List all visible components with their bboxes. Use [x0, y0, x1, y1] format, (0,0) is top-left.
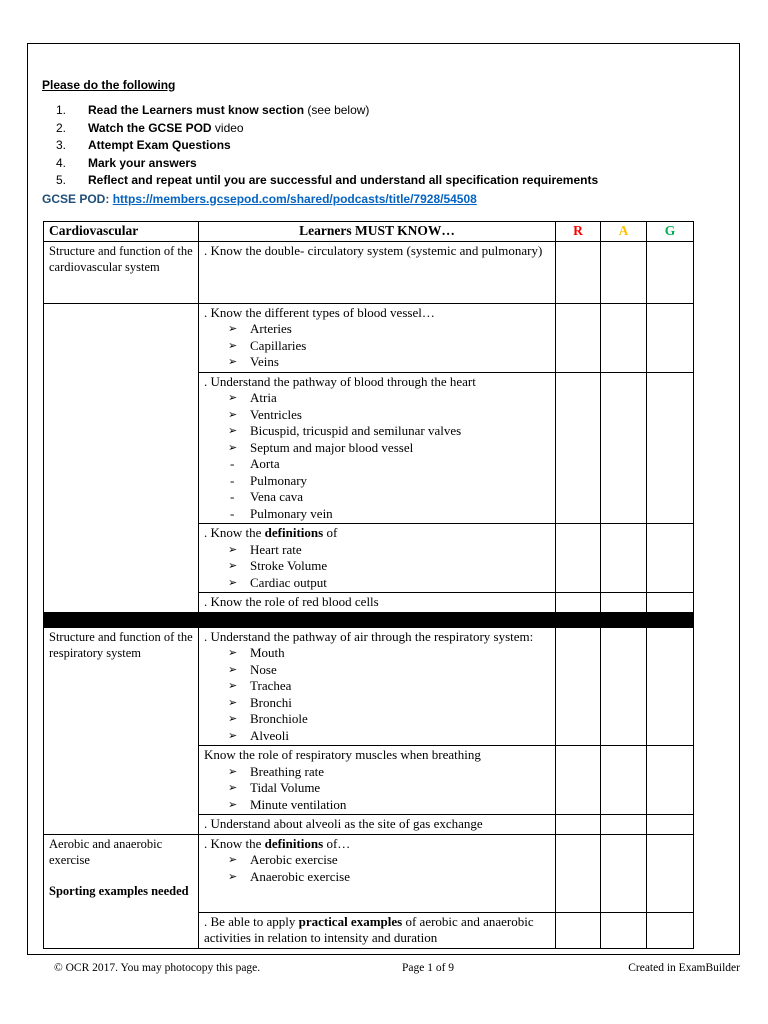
header-rag-g: G — [647, 222, 694, 242]
list-item: ➢ Alveoli — [228, 728, 550, 745]
topic-note: Sporting examples needed — [49, 883, 189, 898]
rag-cell-g[interactable] — [647, 372, 694, 524]
learners-cell: . Know the different types of blood vessel… ➢ Arteries ➢ Capillaries ➢ Veins — [199, 303, 556, 372]
list-item: ➢ Bronchiole — [228, 711, 550, 728]
rag-cell-r[interactable] — [556, 524, 601, 593]
header-rag-a: A — [601, 222, 647, 242]
rag-cell-a[interactable] — [601, 372, 647, 524]
list-item: - Pulmonary vein — [228, 506, 550, 523]
list-item: ➢ Veins — [228, 354, 550, 371]
list-item: ➢ Arteries — [228, 321, 550, 338]
table-row — [44, 627, 694, 746]
gcse-pod-label: GCSE POD: — [42, 191, 110, 206]
rag-cell-r[interactable] — [556, 372, 601, 524]
instruction-step: 3. Attempt Exam Questions — [55, 138, 231, 152]
rag-cell-g[interactable] — [647, 627, 694, 746]
list-item: ➢ Heart rate — [228, 542, 550, 559]
rag-cell-a[interactable] — [601, 303, 647, 372]
instruction-step: 5. Reflect and repeat until you are successful and understand all specification requirements — [55, 173, 599, 187]
footer-copyright: © OCR 2017. You may photocopy this page. — [54, 962, 261, 974]
learners-must-know-table — [43, 221, 694, 949]
learners-cell: . Know the definitions of ➢ Heart rate ➢ Stroke Volume ➢ Cardiac output — [199, 524, 556, 593]
list-item: ➢ Cardiac output — [228, 575, 550, 592]
instructions-heading: Please do the following — [42, 78, 176, 92]
rag-cell-a[interactable] — [601, 524, 647, 593]
rag-cell-r[interactable] — [556, 746, 601, 815]
learners-cell: . Know the role of red blood cells — [199, 593, 556, 613]
list-item: ➢ Breathing rate — [228, 764, 550, 781]
header-topic: Cardiovascular — [44, 222, 199, 242]
list-item: ➢ Aerobic exercise — [228, 852, 550, 869]
table-row — [44, 303, 694, 372]
list-item: ➢ Ventricles — [228, 407, 550, 424]
list-item: ➢ Nose — [228, 662, 550, 679]
instructions-list — [42, 102, 732, 190]
rag-cell-r[interactable] — [556, 303, 601, 372]
list-item: - Aorta — [228, 456, 550, 473]
table-header-row — [44, 222, 694, 242]
rag-cell-g[interactable] — [647, 815, 694, 835]
rag-cell-a[interactable] — [601, 593, 647, 613]
learners-cell: . Understand the pathway of air through the respiratory system: ➢ Mouth ➢ Nose ➢ Trachea ➢ Bronchi ➢ Bronchiole ➢ Alveoli — [199, 627, 556, 746]
topic-cell: Aerobic and anaerobic exercise Sporting examples needed — [44, 834, 199, 948]
learners-cell: . Know the double- circulatory system (systemic and pulmonary) — [199, 241, 556, 303]
rag-cell-g[interactable] — [647, 524, 694, 593]
gcse-pod-link[interactable]: https://members.gcsepod.com/shared/podcasts/title/7928/54508 — [112, 191, 477, 206]
rag-cell-g[interactable] — [647, 241, 694, 303]
rag-cell-r[interactable] — [556, 834, 601, 912]
learners-cell: . Be able to apply practical examples of aerobic and anaerobic activities in relation to intensity and duration — [199, 912, 556, 948]
list-item: ➢ Bicuspid, tricuspid and semilunar valves — [228, 423, 550, 440]
rag-cell-a[interactable] — [601, 834, 647, 912]
rag-cell-r[interactable] — [556, 593, 601, 613]
list-item: ➢ Tidal Volume — [228, 780, 550, 797]
footer-created: Created in ExamBuilder — [628, 962, 740, 974]
list-item: ➢ Capillaries — [228, 338, 550, 355]
header-learners: Learners MUST KNOW… — [199, 222, 556, 242]
rag-cell-r[interactable] — [556, 815, 601, 835]
learners-cell: . Know the definitions of… ➢ Aerobic exercise ➢ Anaerobic exercise — [199, 834, 556, 912]
learners-cell: . Understand about alveoli as the site of gas exchange — [199, 815, 556, 835]
rag-cell-g[interactable] — [647, 834, 694, 912]
topic-cell: Structure and function of the respiratory system — [44, 627, 199, 834]
list-item: - Pulmonary — [228, 473, 550, 490]
rag-cell-g[interactable] — [647, 912, 694, 948]
rag-cell-g[interactable] — [647, 303, 694, 372]
instruction-step: 2. Watch the GCSE POD video — [55, 120, 244, 135]
rag-cell-r[interactable] — [556, 241, 601, 303]
gcse-pod-line — [42, 190, 732, 208]
header-rag-r: R — [556, 222, 601, 242]
list-item: ➢ Septum and major blood vessel — [228, 440, 550, 457]
instruction-step: 1. Read the Learners must know section (see below) — [55, 103, 370, 117]
list-item: ➢ Mouth — [228, 645, 550, 662]
rag-cell-a[interactable] — [601, 815, 647, 835]
rag-cell-a[interactable] — [601, 241, 647, 303]
instruction-step: 4. Mark your answers — [55, 155, 197, 170]
rag-cell-a[interactable] — [601, 746, 647, 815]
rag-cell-a[interactable] — [601, 912, 647, 948]
list-item: ➢ Atria — [228, 390, 550, 407]
section-divider — [44, 612, 694, 627]
table-row — [44, 241, 694, 303]
list-item: ➢ Stroke Volume — [228, 558, 550, 575]
topic-cell-empty — [44, 303, 199, 612]
instructions-block — [42, 78, 732, 208]
rag-cell-g[interactable] — [647, 746, 694, 815]
learners-cell: Know the role of respiratory muscles when breathing ➢ Breathing rate ➢ Tidal Volume ➢ Minute ventilation — [199, 746, 556, 815]
list-item: - Vena cava — [228, 489, 550, 506]
rag-cell-r[interactable] — [556, 627, 601, 746]
table-row — [44, 834, 694, 912]
list-item: ➢ Trachea — [228, 678, 550, 695]
learners-cell: . Understand the pathway of blood through the heart ➢ Atria ➢ Ventricles ➢ Bicuspid, tricuspid and semilunar valves ➢ Septum and major blood vessel - Aorta - Pulmonary - Vena cava - Pulmonary vein — [199, 372, 556, 524]
rag-cell-a[interactable] — [601, 627, 647, 746]
rag-cell-g[interactable] — [647, 593, 694, 613]
list-item: ➢ Minute ventilation — [228, 797, 550, 814]
list-item: ➢ Anaerobic exercise — [228, 869, 550, 886]
footer-page-number: Page 1 of 9 — [402, 962, 455, 974]
topic-cell: Structure and function of the cardiovascular system — [44, 241, 199, 303]
rag-cell-r[interactable] — [556, 912, 601, 948]
list-item: ➢ Bronchi — [228, 695, 550, 712]
